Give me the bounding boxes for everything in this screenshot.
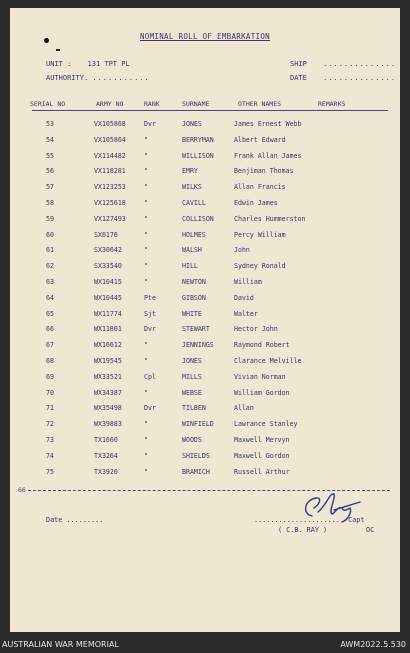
surname: JONES	[182, 357, 202, 365]
other-names: John	[234, 246, 250, 255]
army-no: WX10445	[94, 293, 122, 302]
table-row	[10, 215, 400, 229]
ship-field	[290, 60, 396, 68]
surname: EMRY	[182, 167, 198, 176]
other-names: David	[234, 293, 254, 302]
footer-date: Date .........	[46, 516, 104, 524]
rank: "	[144, 420, 148, 429]
surname: SHIELDS	[182, 451, 210, 460]
document-title: NOMINAL ROLL OF EMBARKATION	[139, 32, 270, 41]
rank: "	[144, 388, 148, 397]
serial-no: 56	[46, 167, 54, 176]
other-names: Charles Hummerston	[234, 214, 306, 223]
other-names: Albert Edward	[234, 135, 286, 144]
serial-no: 75	[46, 467, 54, 476]
table-row	[10, 373, 400, 387]
table-row	[10, 278, 400, 292]
rank: Dvr	[144, 120, 156, 128]
table-row	[10, 136, 400, 150]
surname: STEWART	[182, 325, 210, 334]
serial-no: 70	[46, 388, 54, 397]
army-no: WX11774	[94, 309, 122, 318]
army-no: WX33521	[94, 372, 122, 381]
army-no: WX34387	[94, 388, 122, 397]
army-no: VX123253	[94, 183, 126, 192]
caption-accession: AWM2022.5.530	[340, 640, 406, 649]
other-names: Maxwell Gordon	[234, 451, 290, 460]
surname: WOODS	[182, 436, 202, 444]
army-no: VX118281	[94, 167, 126, 176]
army-no: TX1660	[94, 436, 118, 444]
rank: Cpl	[144, 372, 156, 381]
handwritten-signature	[298, 486, 368, 526]
other-names: Sydney Ronald	[234, 262, 286, 271]
other-names: Clarance Melville	[234, 357, 302, 365]
col-surname: SURNAME	[182, 100, 210, 108]
serial-no: 62	[46, 262, 54, 271]
other-names: Maxwell Mervyn	[234, 436, 290, 444]
rank: Dvr	[144, 325, 156, 334]
army-no: VX105864	[94, 135, 126, 144]
serial-no: 65	[46, 309, 54, 318]
ship-label: SHIP	[290, 60, 307, 68]
table-row	[10, 436, 400, 450]
surname: CAVILL	[182, 199, 206, 207]
other-names: Allan Francis	[234, 183, 286, 192]
surname: JENNINGS	[182, 341, 214, 350]
serial-no: 74	[46, 451, 54, 460]
table-row	[10, 389, 400, 403]
col-rank: RANK	[144, 100, 160, 108]
serial-no: 64	[46, 293, 54, 302]
authority-value: ...........	[92, 74, 150, 82]
rank: "	[144, 183, 148, 192]
other-names: Russell Arthur	[234, 467, 290, 476]
army-no: SX6176	[94, 230, 118, 239]
table-row	[10, 310, 400, 324]
serial-no: 59	[46, 214, 54, 223]
other-names: James Ernest Webb	[234, 120, 302, 128]
army-no: VX105868	[94, 120, 126, 128]
serial-no: 71	[46, 404, 54, 413]
rank: "	[144, 467, 148, 476]
surname: JONES	[182, 120, 202, 128]
surname: NEWTON	[182, 278, 206, 286]
surname: HILL	[182, 262, 198, 271]
army-no: SX30642	[94, 246, 122, 255]
rank: Dvr	[144, 404, 156, 413]
authority-field	[46, 74, 150, 82]
surname: GIBSON	[182, 293, 206, 302]
table-row	[10, 468, 400, 482]
rank: "	[144, 436, 148, 444]
rank: "	[144, 167, 148, 176]
army-no: TX3264	[94, 451, 118, 460]
surname: WEBSE	[182, 388, 202, 397]
rank: "	[144, 357, 148, 365]
rank: "	[144, 151, 148, 160]
army-no: WX35498	[94, 404, 122, 413]
page-count: 66	[18, 486, 26, 494]
army-no: WX10415	[94, 278, 122, 286]
army-no: WX39883	[94, 420, 122, 429]
other-names: William Gordon	[234, 388, 290, 397]
col-serial: SERIAL NO	[30, 100, 66, 108]
other-names: William	[234, 278, 262, 286]
header-rule	[32, 110, 388, 111]
roll-sheet	[10, 8, 400, 632]
unit-field	[46, 60, 130, 68]
signatory-name: ( C.B. RAY )	[278, 526, 328, 534]
unit-label: UNIT :	[46, 60, 72, 68]
rank: "	[144, 246, 148, 255]
army-no: WX11801	[94, 325, 122, 334]
army-no: TX3920	[94, 467, 118, 476]
other-names: Vivian Norman	[234, 372, 286, 381]
rank: "	[144, 341, 148, 350]
table-row	[10, 262, 400, 276]
other-names: Lawrance Stanley	[234, 420, 298, 429]
table-row	[10, 341, 400, 355]
table-row	[10, 120, 400, 134]
surname: HOLMES	[182, 230, 206, 239]
punch-mark	[56, 49, 60, 51]
signature-line: ...................... Capt	[254, 516, 365, 524]
caption-institution: AUSTRALIAN WAR MEMORIAL	[2, 640, 119, 649]
serial-no: 66	[46, 325, 54, 334]
serial-no: 67	[46, 341, 54, 350]
table-row	[10, 357, 400, 371]
serial-no: 55	[46, 151, 54, 160]
army-no: SX33540	[94, 262, 122, 271]
army-no: WX16612	[94, 341, 122, 350]
surname: TILBEN	[182, 404, 206, 413]
ship-value: ..............	[323, 60, 397, 68]
serial-no: 57	[46, 183, 54, 192]
serial-no: 54	[46, 135, 54, 144]
table-row	[10, 420, 400, 434]
rank: "	[144, 135, 148, 144]
army-no: VX125618	[94, 199, 126, 207]
surname: COLLISON	[182, 214, 214, 223]
unit-value: 131 TPT PL	[87, 60, 130, 68]
rank: "	[144, 278, 148, 286]
other-names: Walter	[234, 309, 258, 318]
serial-no: 68	[46, 357, 54, 365]
surname: BERRYMAN	[182, 135, 214, 144]
serial-no: 72	[46, 420, 54, 429]
table-row	[10, 167, 400, 181]
other-names: Frank Allan James	[234, 151, 302, 160]
table-row	[10, 294, 400, 308]
rank: "	[144, 199, 148, 207]
date-label: DATE	[290, 74, 307, 82]
signatory-unit: OC	[366, 526, 375, 534]
army-no: VX114482	[94, 151, 126, 160]
table-row	[10, 152, 400, 166]
serial-no: 58	[46, 199, 54, 207]
surname: WILLISON	[182, 151, 214, 160]
table-row	[10, 404, 400, 418]
col-army: ARMY NO	[96, 100, 124, 108]
table-row	[10, 231, 400, 245]
rank: "	[144, 262, 148, 271]
other-names: Raymond Robert	[234, 341, 290, 350]
serial-no: 73	[46, 436, 54, 444]
rank: "	[144, 230, 148, 239]
serial-no: 53	[46, 120, 54, 128]
army-no: WX19545	[94, 357, 122, 365]
serial-no: 69	[46, 372, 54, 381]
table-row	[10, 325, 400, 339]
table-row	[10, 452, 400, 466]
other-names: Hector John	[234, 325, 278, 334]
table-row	[10, 183, 400, 197]
surname: WINFIELD	[182, 420, 214, 429]
rank: Pte	[144, 293, 156, 302]
rank: "	[144, 451, 148, 460]
army-no: VX127493	[94, 214, 126, 223]
rank: "	[144, 214, 148, 223]
surname: BRAMICH	[182, 467, 210, 476]
surname: WHITE	[182, 309, 202, 318]
surname: WILKS	[182, 183, 202, 192]
other-names: Percy William	[234, 230, 286, 239]
col-other-names: OTHER NAMES	[238, 100, 282, 108]
serial-no: 60	[46, 230, 54, 239]
other-names: Edwin James	[234, 199, 278, 207]
serial-no: 61	[46, 246, 54, 255]
table-row	[10, 199, 400, 213]
date-value: ..............	[323, 74, 397, 82]
rank: Sjt	[144, 309, 156, 318]
other-names: Benjiman Thomas	[234, 167, 294, 176]
serial-no: 63	[46, 278, 54, 286]
date-field	[290, 74, 396, 82]
authority-label: AUTHORITY.	[46, 74, 89, 82]
surname: MILLS	[182, 372, 202, 381]
table-row	[10, 246, 400, 260]
other-names: Allan	[234, 404, 254, 413]
col-remarks: REMARKS	[318, 100, 346, 108]
surname: WALSH	[182, 246, 202, 255]
